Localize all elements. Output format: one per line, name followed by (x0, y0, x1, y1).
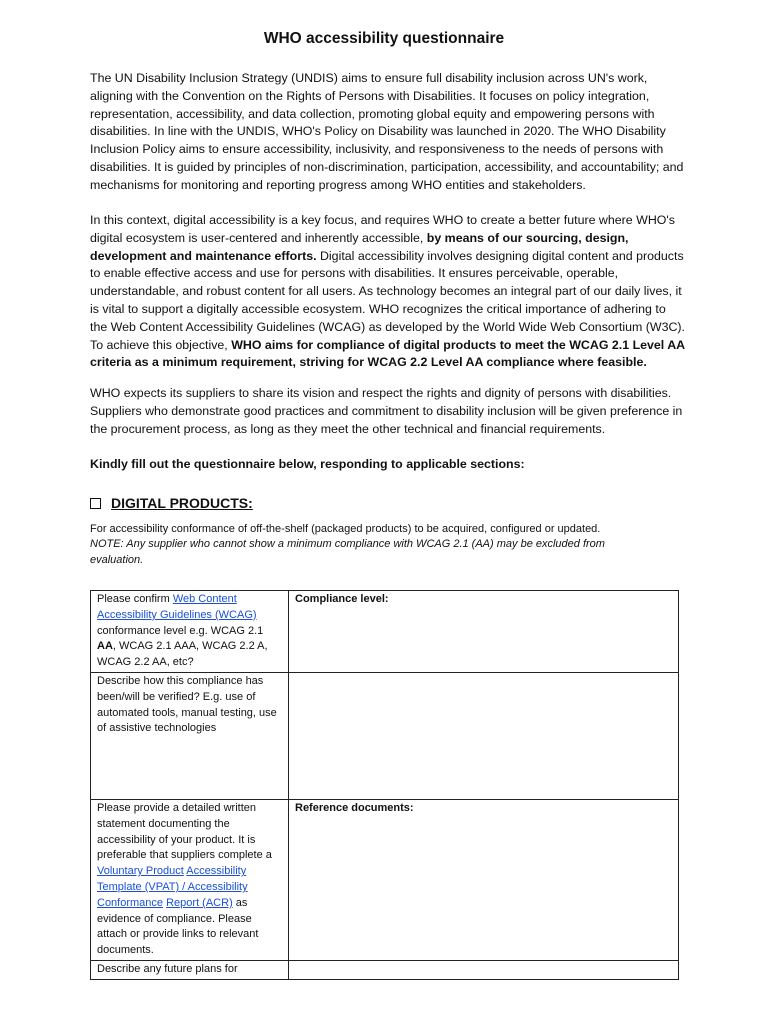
question-cell (91, 591, 289, 673)
page-title: WHO accessibility questionnaire (263, 30, 505, 47)
response-cell-future-plans[interactable] (289, 960, 679, 979)
section-title: DIGITAL PRODUCTS: (111, 495, 253, 511)
response-label: Compliance level: (295, 593, 389, 605)
table-row (91, 799, 679, 960)
response-label: Reference documents: (295, 801, 414, 814)
response-cell-documents[interactable] (289, 799, 679, 960)
vpat-link[interactable]: Voluntary Product (97, 865, 184, 878)
intro-paragraph: The UN Disability Inclusion Strategy (UNDIS) aims to ensure full disability inclusion across UN's work, aligning with the Convention on the Rights of Persons with Disabilities. It focuses on policy integration, representation, accessibility, and data collection, promoting global equity and empowering persons with disabilities. In line with the UNDIS, WHO's Policy on Disability was launched in 2020. The WHO Disability Inclusion Policy aims to ensure accessibility, inclusivity, and responsiveness to the needs of persons with disabilities. It is guided by principles of non-discrimination, participation, accessibility, and accountability; and mechanisms for monitoring and reporting progress among WHO entities and stakeholders. (90, 71, 684, 192)
context-paragraph (90, 212, 686, 372)
question-text: conformance level e.g. WCAG 2.1 (97, 624, 264, 637)
expectations-paragraph: WHO expects its suppliers to share its vision and respect the rights and dignity of persons with disabilities. Suppliers who demonstrate good practices and commitment to disability inclusion will be given preference in the procurement process, as long as they meet the other technical and financial requirements. (90, 386, 683, 436)
response-cell-verification[interactable] (289, 672, 679, 799)
question-bold: AA (97, 640, 113, 653)
table-row (91, 672, 679, 799)
table-row (91, 960, 679, 979)
question-text: Please provide a detailed written statement documenting the accessibility of your product. It is preferable that suppliers complete a (97, 801, 272, 862)
questionnaire-table (90, 590, 679, 980)
context-text-2: Digital accessibility involves designing digital content and products to enable effective access and use for persons with disabilities. It ensures perceivable, operable, understandable, and robust content for all users. As technology becomes an integral part of our daily lives, it is vital to support a digitally accessible ecosystem. WHO recognizes the critical importance of adhering to the Web Content Accessibility Guidelines (WCAG) as developed by the World Wide Web Consortium (W3C). To achieve this objective, (90, 248, 685, 352)
question-cell (91, 799, 289, 960)
section-note: NOTE: Any supplier who cannot show a minimum compliance with WCAG 2.1 (AA) may be excluded from evaluation. (90, 538, 605, 566)
response-cell-compliance[interactable] (289, 591, 679, 673)
context-bold-1: by means of our sourcing, design, development and maintenance efforts. (90, 230, 629, 263)
vpat-template-link[interactable]: Accessibility Template (VPAT) / Accessibility Conformance (97, 865, 248, 909)
question-cell: Describe how this compliance has been/will be verified? E.g. use of automated tools, manual testing, use of assistive technologies (91, 672, 289, 799)
question-text: , WCAG 2.1 AAA, WCAG 2.2 A, WCAG 2.2 AA, etc? (97, 640, 268, 669)
section-scope: For accessibility conformance of off-the-shelf (packaged products) to be acquired, configured or updated. (90, 523, 601, 535)
context-bold-2: WHO aims for compliance of digital products to meet the WCAG 2.1 Level AA criteria as a minimum requirement, striving for WCAG 2.2 Level AA compliance where feasible. (90, 337, 685, 370)
digital-products-heading (90, 495, 253, 511)
digital-products-checkbox[interactable] (90, 498, 101, 509)
wcag-link[interactable]: Web Content Accessibility Guidelines (WCAG) (97, 593, 257, 621)
acr-link[interactable]: Report (ACR) (166, 896, 233, 909)
question-text: as evidence of compliance. Please attach or provide links to relevant documents. (97, 896, 259, 957)
question-cell: Describe any future plans for (91, 960, 289, 979)
question-text: Please confirm (97, 593, 173, 605)
instruction-text: Kindly fill out the questionnaire below, responding to applicable sections: (90, 457, 525, 471)
table-row (91, 591, 679, 673)
context-text-1: In this context, digital accessibility is a key focus, and requires WHO to create a better future where WHO's digital ecosystem is user-centered and inherently accessible, (90, 213, 675, 245)
